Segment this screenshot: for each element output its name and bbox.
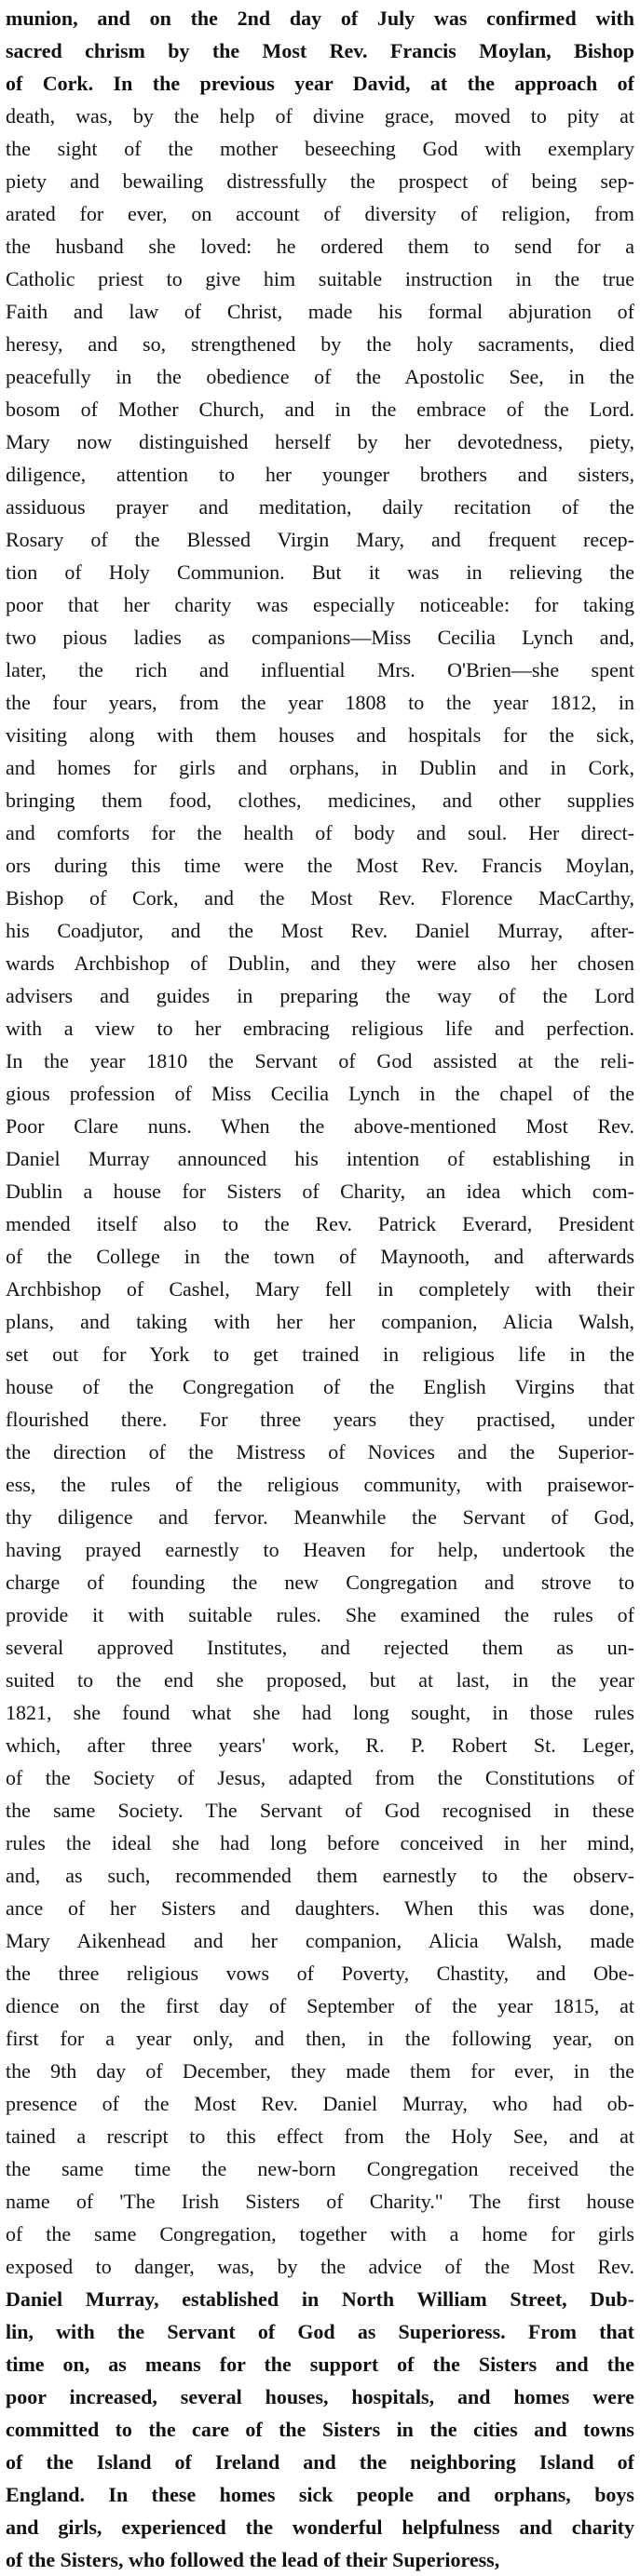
text-line: set out for York to get trained in religious life in the: [6, 1342, 634, 1366]
text-line: of Cork. In the previous year David, at the approach of: [6, 72, 634, 95]
text-line: flourished there. For three years they practised, under: [6, 1408, 634, 1431]
text-line: Poor Clare nuns. When the above-mentioned Most Rev.: [6, 1114, 634, 1138]
text-line: In the year 1810 the Servant of God assisted at the reli-: [6, 1049, 634, 1072]
text-line: munion, and on the 2nd day of July was confirmed with: [6, 7, 634, 30]
text-line: Dublin a house for Sisters of Charity, an idea which com-: [6, 1180, 634, 1203]
text-line: of the Sisters, who followed the lead of their Superioress,: [6, 2548, 500, 2571]
text-line: wards Archbishop of Dublin, and they were also her chosen: [6, 951, 634, 975]
text-line: of the same Congregation, together with a home for girls: [6, 2222, 634, 2246]
text-line: sacred chrism by the Most Rev. Francis Moylan, Bishop: [6, 39, 634, 62]
text-line: the direction of the Mistress of Novices and the Superior-: [6, 1440, 634, 1463]
text-line: plans, and taking with her her companion, Alicia Walsh,: [6, 1310, 634, 1333]
text-line: two pious ladies as companions—Miss Cecilia Lynch and,: [6, 626, 634, 649]
text-line: the same time the new-born Congregation received the: [6, 2157, 634, 2180]
text-line: first for a year only, and then, in the following year, on: [6, 2027, 634, 2050]
text-line: having prayed earnestly to Heaven for help, undertook the: [6, 1538, 634, 1561]
text-line: which, after three years' work, R. P. Robert St. Leger,: [6, 1733, 634, 1757]
text-line: lin, with the Servant of God as Superioress. From that: [6, 2320, 634, 2343]
text-line: peacefully in the obedience of the Apostolic See, in the: [6, 365, 634, 388]
text-line: Mary now distinguished herself by her devotedness, piety,: [6, 430, 634, 453]
text-line: time on, as means for the support of the Sisters and the: [6, 2353, 634, 2376]
text-line: ess, the rules of the religious community, with praisewor-: [6, 1473, 634, 1496]
text-line: poor increased, several houses, hospitals, and homes were: [6, 2385, 634, 2408]
text-line: of the Island of Ireland and the neighboring Island of: [6, 2450, 634, 2474]
text-line: the 9th day of December, they made them for ever, in the: [6, 2059, 634, 2083]
text-line: bringing them food, clothes, medicines, and other supplies: [6, 789, 634, 812]
text-line: suited to the end she proposed, but at last, in the year: [6, 1668, 634, 1692]
text-line: visiting along with them houses and hospitals for the sick,: [6, 723, 634, 747]
text-line: mended itself also to the Rev. Patrick Everard, President: [6, 1212, 634, 1235]
text-line: bosom of Mother Church, and in the embrace of the Lord.: [6, 398, 634, 421]
text-line: 1821, she found what she had long sought, in those rules: [6, 1701, 634, 1724]
text-line: rules the ideal she had long before conceived in her mind,: [6, 1831, 634, 1854]
text-line: name of 'The Irish Sisters of Charity." The first house: [6, 2190, 634, 2213]
text-line: the four years, from the year 1808 to the year 1812, in: [6, 691, 634, 714]
text-line: Daniel Murray announced his intention of establishing in: [6, 1147, 634, 1170]
text-line: of the Society of Jesus, adapted from the Constitutions of: [6, 1766, 634, 1789]
text-line: advisers and guides in preparing the way of the Lord: [6, 984, 634, 1007]
text-line: the three religious vows of Poverty, Chastity, and Obe-: [6, 1962, 634, 1985]
text-line: committed to the care of the Sisters in the cities and towns: [6, 2418, 634, 2441]
text-line: England. In these homes sick people and orphans, boys: [6, 2483, 634, 2506]
text-line: Faith and law of Christ, made his formal abjuration of: [6, 300, 634, 323]
text-line: and girls, experienced the wonderful helpfulness and charity: [6, 2515, 634, 2539]
text-line: the same Society. The Servant of God recognised in these: [6, 1799, 634, 1822]
text-line: exposed to danger, was, by the advice of the Most Rev.: [6, 2255, 634, 2278]
text-line: and comforts for the health of body and soul. Her direct-: [6, 821, 634, 844]
text-line: piety and bewailing distressfully the prospect of being sep-: [6, 169, 634, 193]
text-line: with a view to her embracing religious life and perfection.: [6, 1017, 634, 1040]
text-line: dience on the first day of September of the year 1815, at: [6, 1994, 634, 2017]
text-line: Catholic priest to give him suitable instruction in the true: [6, 267, 634, 290]
text-line: poor that her charity was especially noticeable: for taking: [6, 593, 634, 616]
text-line: Daniel Murray, established in North William Street, Dub-: [6, 2287, 634, 2311]
text-line: gious profession of Miss Cecilia Lynch in the chapel of the: [6, 1082, 634, 1105]
text-line: heresy, and so, strengthened by the holy sacraments, died: [6, 332, 634, 356]
text-line: presence of the Most Rev. Daniel Murray, who had ob-: [6, 2092, 634, 2115]
text-line: ors during this time were the Most Rev. Francis Moylan,: [6, 854, 634, 877]
text-line: Bishop of Cork, and the Most Rev. Florence MacCarthy,: [6, 886, 634, 910]
text-line: the husband she loved: he ordered them to send for a: [6, 235, 634, 258]
text-line: tained a rescript to this effect from the Holy See, and at: [6, 2124, 634, 2148]
text-line: later, the rich and influential Mrs. O'Brien—she spent: [6, 658, 634, 681]
text-line: of the College in the town of Maynooth, and afterwards: [6, 1245, 634, 1268]
text-line: Rosary of the Blessed Virgin Mary, and frequent recep-: [6, 528, 634, 551]
text-line: the sight of the mother beseeching God with exemplary: [6, 137, 634, 160]
text-line: Archbishop of Cashel, Mary fell in completely with their: [6, 1277, 634, 1301]
text-line: death, was, by the help of divine grace, moved to pity at: [6, 104, 634, 128]
text-line: assiduous prayer and meditation, daily recitation of the: [6, 495, 634, 519]
text-line: his Coadjutor, and the Most Rev. Daniel Murray, after-: [6, 919, 634, 942]
text-line: provide it with suitable rules. She examined the rules of: [6, 1603, 634, 1626]
text-line: and, as such, recommended them earnestly to the observ-: [6, 1864, 634, 1887]
text-line: arated for ever, on account of diversity of religion, from: [6, 202, 634, 225]
text-line: Mary Aikenhead and her companion, Alicia Walsh, made: [6, 1929, 634, 1952]
text-line: and homes for girls and orphans, in Dublin and in Cork,: [6, 756, 634, 779]
text-line: thy diligence and fervor. Meanwhile the Servant of God,: [6, 1505, 634, 1529]
text-line: diligence, attention to her younger brothers and sisters,: [6, 463, 634, 486]
text-line: house of the Congregation of the English Virgins that: [6, 1375, 634, 1398]
text-line: tion of Holy Communion. But it was in relieving the: [6, 560, 634, 584]
text-line: ance of her Sisters and daughters. When this was done,: [6, 1896, 634, 1920]
text-line: several approved Institutes, and rejected them as un-: [6, 1636, 634, 1659]
text-line: charge of founding the new Congregation and strove to: [6, 1571, 634, 1594]
